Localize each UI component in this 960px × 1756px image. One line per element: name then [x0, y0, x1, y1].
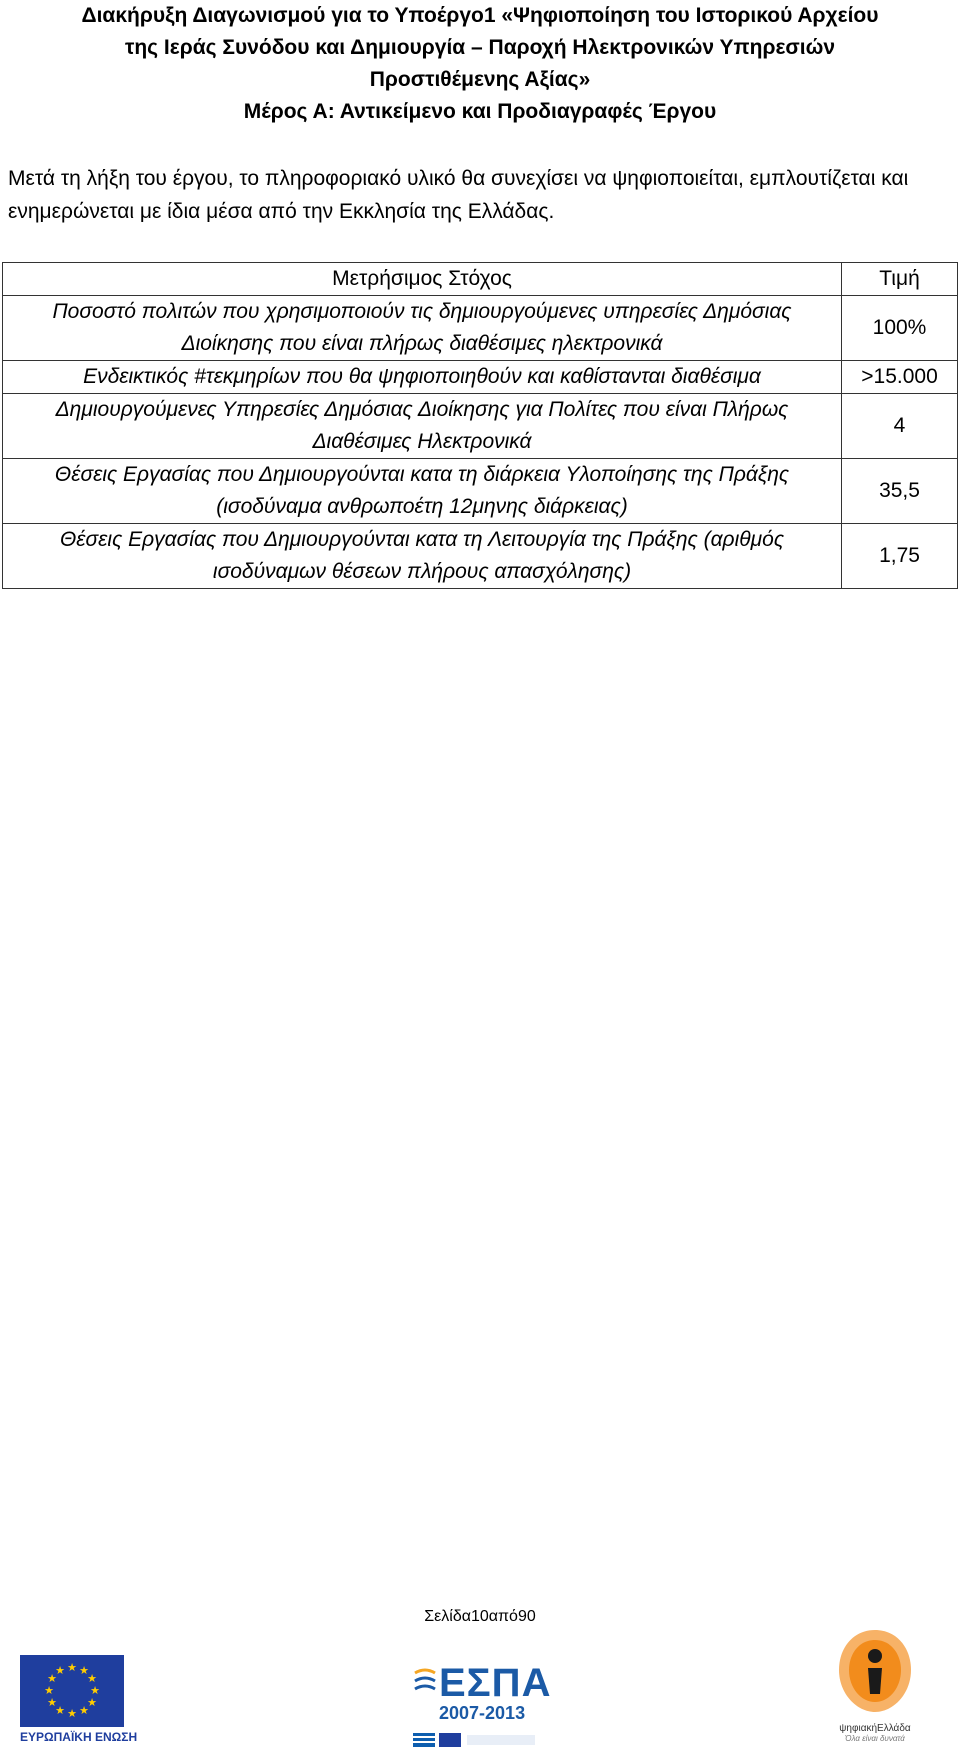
eu-caption: ΕΥΡΩΠΑΪΚΗ ΕΝΩΣΗ: [20, 1730, 138, 1744]
header-line-3: Προστιθέμενης Αξίας»: [369, 68, 591, 91]
digital-greece-emblem-icon: [835, 1626, 915, 1718]
table-cell-target: Ποσοστό πολιτών που χρησιμοποιούν τις δημιουργούμενες υπηρεσίες Δημόσιας Διοίκησης που είναι πλήρως διαθέσιμες ηλεκτρονικά: [3, 296, 842, 361]
table-cell-target: Ενδεικτικός #τεκμηρίων που θα ψηφιοποιηθούν και καθίστανται διαθέσιμα: [3, 361, 842, 394]
svg-text:★: ★: [79, 1704, 89, 1717]
header-line-2: της Ιεράς Συνόδου και Δημιουργία – Παροχή Ηλεκτρονικών Υπηρεσιών: [124, 36, 836, 59]
table-cell-value: 4: [842, 394, 958, 459]
table-cell-target: Δημιουργούμενες Υπηρεσίες Δημόσιας Διοίκησης για Πολίτες που είναι Πλήρως Διαθέσιμες Ηλεκτρονικά: [3, 394, 842, 459]
svg-text:★: ★: [47, 1696, 57, 1709]
svg-text:★: ★: [55, 1704, 65, 1717]
column-header-value: Τιμή: [842, 263, 958, 296]
table-header-row: [3, 263, 958, 296]
svg-text:★: ★: [90, 1684, 100, 1697]
table-cell-value: 35,5: [842, 459, 958, 524]
table-row: [3, 459, 958, 524]
table-cell-target: Θέσεις Εργασίας που Δημιουργούνται κατα τη διάρκεια Υλοποίησης της Πράξης (ισοδύναμα ανθρωποέτη 12μηνης διάρκειας): [3, 459, 842, 524]
espa-years: 2007-2013: [439, 1703, 526, 1723]
header-line-1: Διακήρυξη Διαγωνισμού για το Υποέργο1 «Ψηφιοποίηση του Ιστορικού Αρχείου: [81, 4, 879, 27]
table-cell-value: 1,75: [842, 524, 958, 589]
svg-text:★: ★: [55, 1664, 65, 1677]
svg-text:★: ★: [47, 1672, 57, 1685]
svg-text:★: ★: [67, 1661, 77, 1674]
metrics-table-wrapper: [2, 262, 957, 589]
table-row: [3, 394, 958, 459]
table-row: [3, 524, 958, 589]
table-cell-value: 100%: [842, 296, 958, 361]
column-header-target: Μετρήσιμος Στόχος: [3, 263, 842, 296]
table-cell-value: >15.000: [842, 361, 958, 394]
eu-stars-icon: [20, 1655, 124, 1727]
table-row: [3, 296, 958, 361]
flags-strip-icon: [413, 1731, 535, 1751]
svg-text:★: ★: [67, 1707, 77, 1720]
page-number: Σελίδα10από90: [424, 1608, 536, 1625]
digital-greece-slogan: Όλα είναι δυνατά: [845, 1734, 905, 1743]
table-row: [3, 361, 958, 394]
espa-name: ΕΣΠΑ: [439, 1661, 552, 1705]
intro-paragraph: Μετά τη λήξη του έργου, το πληροφοριακό υλικό θα συνεχίσει να ψηφιοποιείται, εμπλουτίζεται και ενημερώνεται με ίδια μέσα από την Εκκλησία της Ελλάδας.: [8, 167, 909, 223]
svg-text:★: ★: [44, 1684, 54, 1697]
digital-greece-logo: [820, 1626, 930, 1754]
espa-logo: [413, 1661, 552, 1751]
svg-text:★: ★: [79, 1664, 89, 1677]
header-line-4: Μέρος Α: Αντικείμενο και Προδιαγραφές Έργου: [243, 100, 717, 123]
table-cell-target: Θέσεις Εργασίας που Δημιουργούνται κατα τη Λειτουργία της Πράξης (αριθμός ισοδύναμων θέσεων πλήρους απασχόλησης): [3, 524, 842, 589]
digital-greece-caption: ψηφιακήΕλλάδα: [839, 1723, 911, 1734]
svg-text:★: ★: [87, 1672, 97, 1685]
metrics-table: [2, 262, 958, 589]
eu-flag-icon: [20, 1655, 124, 1727]
document-header: [0, 0, 960, 128]
eu-logo: [20, 1655, 138, 1751]
svg-text:★: ★: [87, 1696, 97, 1709]
